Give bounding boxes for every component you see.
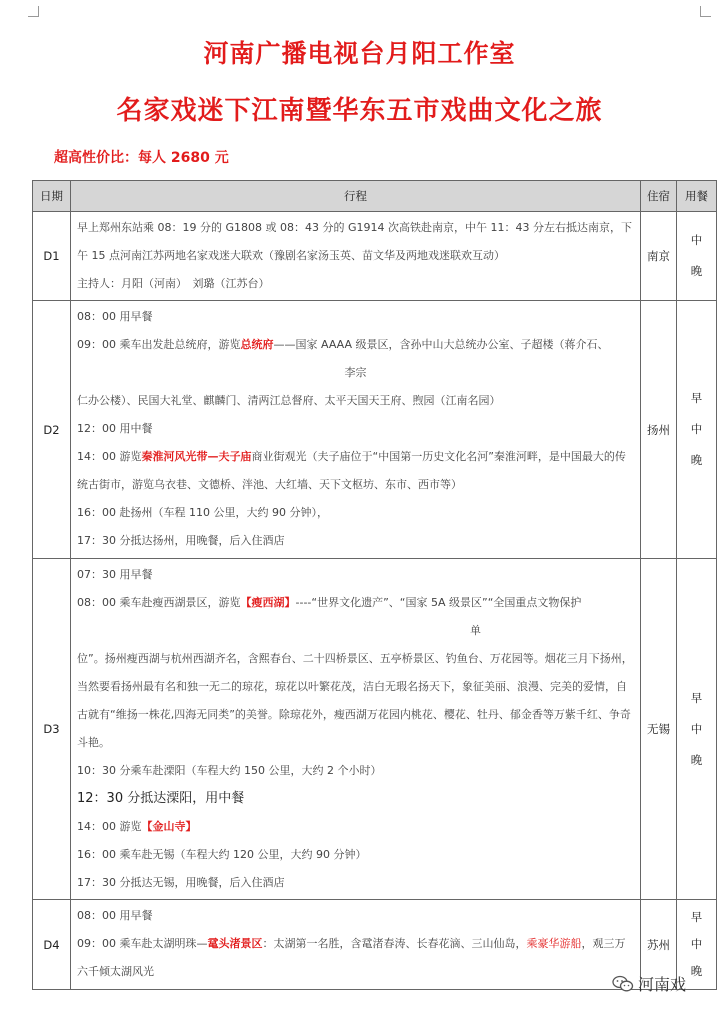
meal-item: 晚 (690, 453, 703, 467)
title-line1: 河南广播电视台月阳工作室 (203, 39, 516, 68)
day-label: D3 (33, 559, 71, 900)
plan-line: 08：00 用早餐 (77, 310, 153, 323)
highlight-text: 秦淮河风光带—夫子庙 (141, 450, 252, 463)
plan-line: 10：30 分乘车赴溧阳（车程大约 150 公里，大约 2 个小时） (77, 764, 382, 777)
meal-cell (677, 559, 717, 900)
meal-item: 早 (690, 391, 703, 405)
highlight-text: 【瘦西湖】 (240, 596, 296, 609)
plan-text: 09：00 乘车出发赴总统府，游览 (77, 338, 241, 351)
meal-item: 中 (690, 721, 703, 736)
plan-text: 14：00 游览 (77, 450, 142, 463)
hotel-label: 无锡 (641, 559, 677, 900)
plan-cell (71, 212, 641, 301)
price-label: 超高性价比：每人 2680 元 (54, 150, 229, 166)
watermark (612, 972, 686, 995)
plan-line: 李宗 (344, 366, 367, 379)
plan-text: ：太湖第一名胜，含鼋渚春涛、长春花滴、三山仙岛， (262, 937, 527, 950)
header-day: 日期 (33, 181, 71, 212)
plan-line: 仁办公楼）、民国大礼堂、麒麟门、清两江总督府、太平天国天王府、煦园（江南名园） (77, 394, 501, 407)
plan-line: 位”。扬州瘦西湖与杭州西湖齐名，含熙春台、二十四桥景区、五亭桥景区、钓鱼台、万花园等。烟花三月下扬州，当然要看扬州最有名和独一无二的琼花，琼花以叶繁花茂，洁白无瑕名扬天下，象征美丽、浪漫、完美的爱情，自古就有“维扬一株花,四海无同类”的美誉。除琼花外，瘦西湖万花园内桃花、樱花、牡丹、郁金香等万紫千红、争奇斗艳。 (77, 652, 633, 749)
meal-cell (677, 212, 717, 301)
plan-line: 17：30 分抵达无锡，用晚餐，后入住酒店 (77, 876, 285, 889)
plan-cell (71, 900, 641, 990)
hotel-label: 扬州 (641, 301, 677, 559)
header-meal: 用餐 (677, 181, 717, 212)
header-hotel: 住宿 (641, 181, 677, 212)
table-row-d1 (33, 212, 717, 301)
plan-line: 12：00 用中餐 (77, 422, 153, 435)
highlight-text: 【金山寺】 (141, 820, 197, 833)
table-row-d2 (33, 301, 717, 559)
plan-text: ，观三万六千倾太湖风光 (77, 937, 626, 978)
plan-text: 商业街观光（夫子庙位于“中国第一历史文化名河”秦淮河畔，是中国最大的传统古街市，游览乌衣巷、文德桥、泮池、大红墙、天下文枢坊、东市、西市等） (77, 450, 626, 491)
meal-item: 中 (690, 233, 703, 247)
plan-text: ——国家 AAAA 级景区，含孙中山大总统办公室、子超楼（蒋介石、 (273, 338, 609, 351)
plan-line: 早上郑州东站乘 08：19 分的 G1808 或 08：43 分的 G1914 次高铁赴南京，中午 11：43 分左右抵达南京，下午 15 点河南江苏两地名家戏迷大联欢（豫剧名家汤玉英、苗文华及两地戏迷联欢互动） (77, 221, 632, 262)
plan-line (77, 331, 634, 359)
meal-item: 中 (690, 422, 703, 436)
plan-text: 14：00 游览 (77, 820, 142, 833)
table-header-row (33, 181, 717, 212)
meal-item: 晚 (690, 752, 703, 767)
wechat-icon (612, 975, 634, 993)
meal-cell (677, 301, 717, 559)
plan-line: 08：00 用早餐 (77, 909, 153, 922)
day-label: D1 (33, 212, 71, 301)
highlight-text: 鼋头渚景区 (207, 937, 263, 950)
plan-line (77, 813, 634, 841)
plan-line: 16：00 赴扬州（车程 110 公里，大约 90 分钟）， (77, 506, 328, 519)
plan-line: 单 (470, 624, 481, 637)
highlight-text: 总统府 (240, 338, 274, 351)
meal-item: 早 (690, 910, 703, 924)
plan-line: 主持人：月阳（河南） 刘璐（江苏台） (77, 277, 270, 290)
table-row-d3 (33, 559, 717, 900)
plan-line: 17：30 分抵达扬州，用晚餐，后入住酒店 (77, 534, 285, 547)
plan-line: 16：00 乘车赴无锡（车程大约 120 公里，大约 90 分钟） (77, 848, 367, 861)
itinerary-table (32, 180, 717, 990)
plan-cell (71, 559, 641, 900)
hotel-label: 南京 (641, 212, 677, 301)
watermark-text: 河南戏 (638, 975, 687, 994)
plan-text: 09：00 乘车赴太湖明珠— (77, 937, 208, 950)
plan-line (77, 930, 634, 986)
meal-item: 中 (690, 937, 703, 951)
plan-text: ----“世界文化遗产”、“国家 5A 级景区”“全国重点文物保护 (295, 596, 582, 609)
corner-mark-left (28, 6, 39, 17)
plan-line: 12：30 分抵达溧阳，用中餐 (77, 791, 245, 806)
day-label: D2 (33, 301, 71, 559)
corner-mark-right (700, 6, 711, 17)
plan-line (77, 589, 634, 617)
header-plan: 行程 (71, 181, 641, 212)
highlight-text: 乘豪华游船 (526, 937, 582, 950)
meal-item: 晚 (690, 264, 703, 278)
day-label: D4 (33, 900, 71, 990)
meal-item: 早 (690, 690, 703, 705)
title-line2: 名家戏迷下江南暨华东五市戏曲文化之旅 (116, 96, 603, 126)
plan-cell (71, 301, 641, 559)
meal-item: 晚 (690, 964, 703, 978)
plan-line (77, 443, 634, 499)
plan-line: 07：30 用早餐 (77, 568, 153, 581)
hotel-label: 苏州 (641, 900, 677, 990)
plan-text: 08：00 乘车赴瘦西湖景区，游览 (77, 596, 241, 609)
